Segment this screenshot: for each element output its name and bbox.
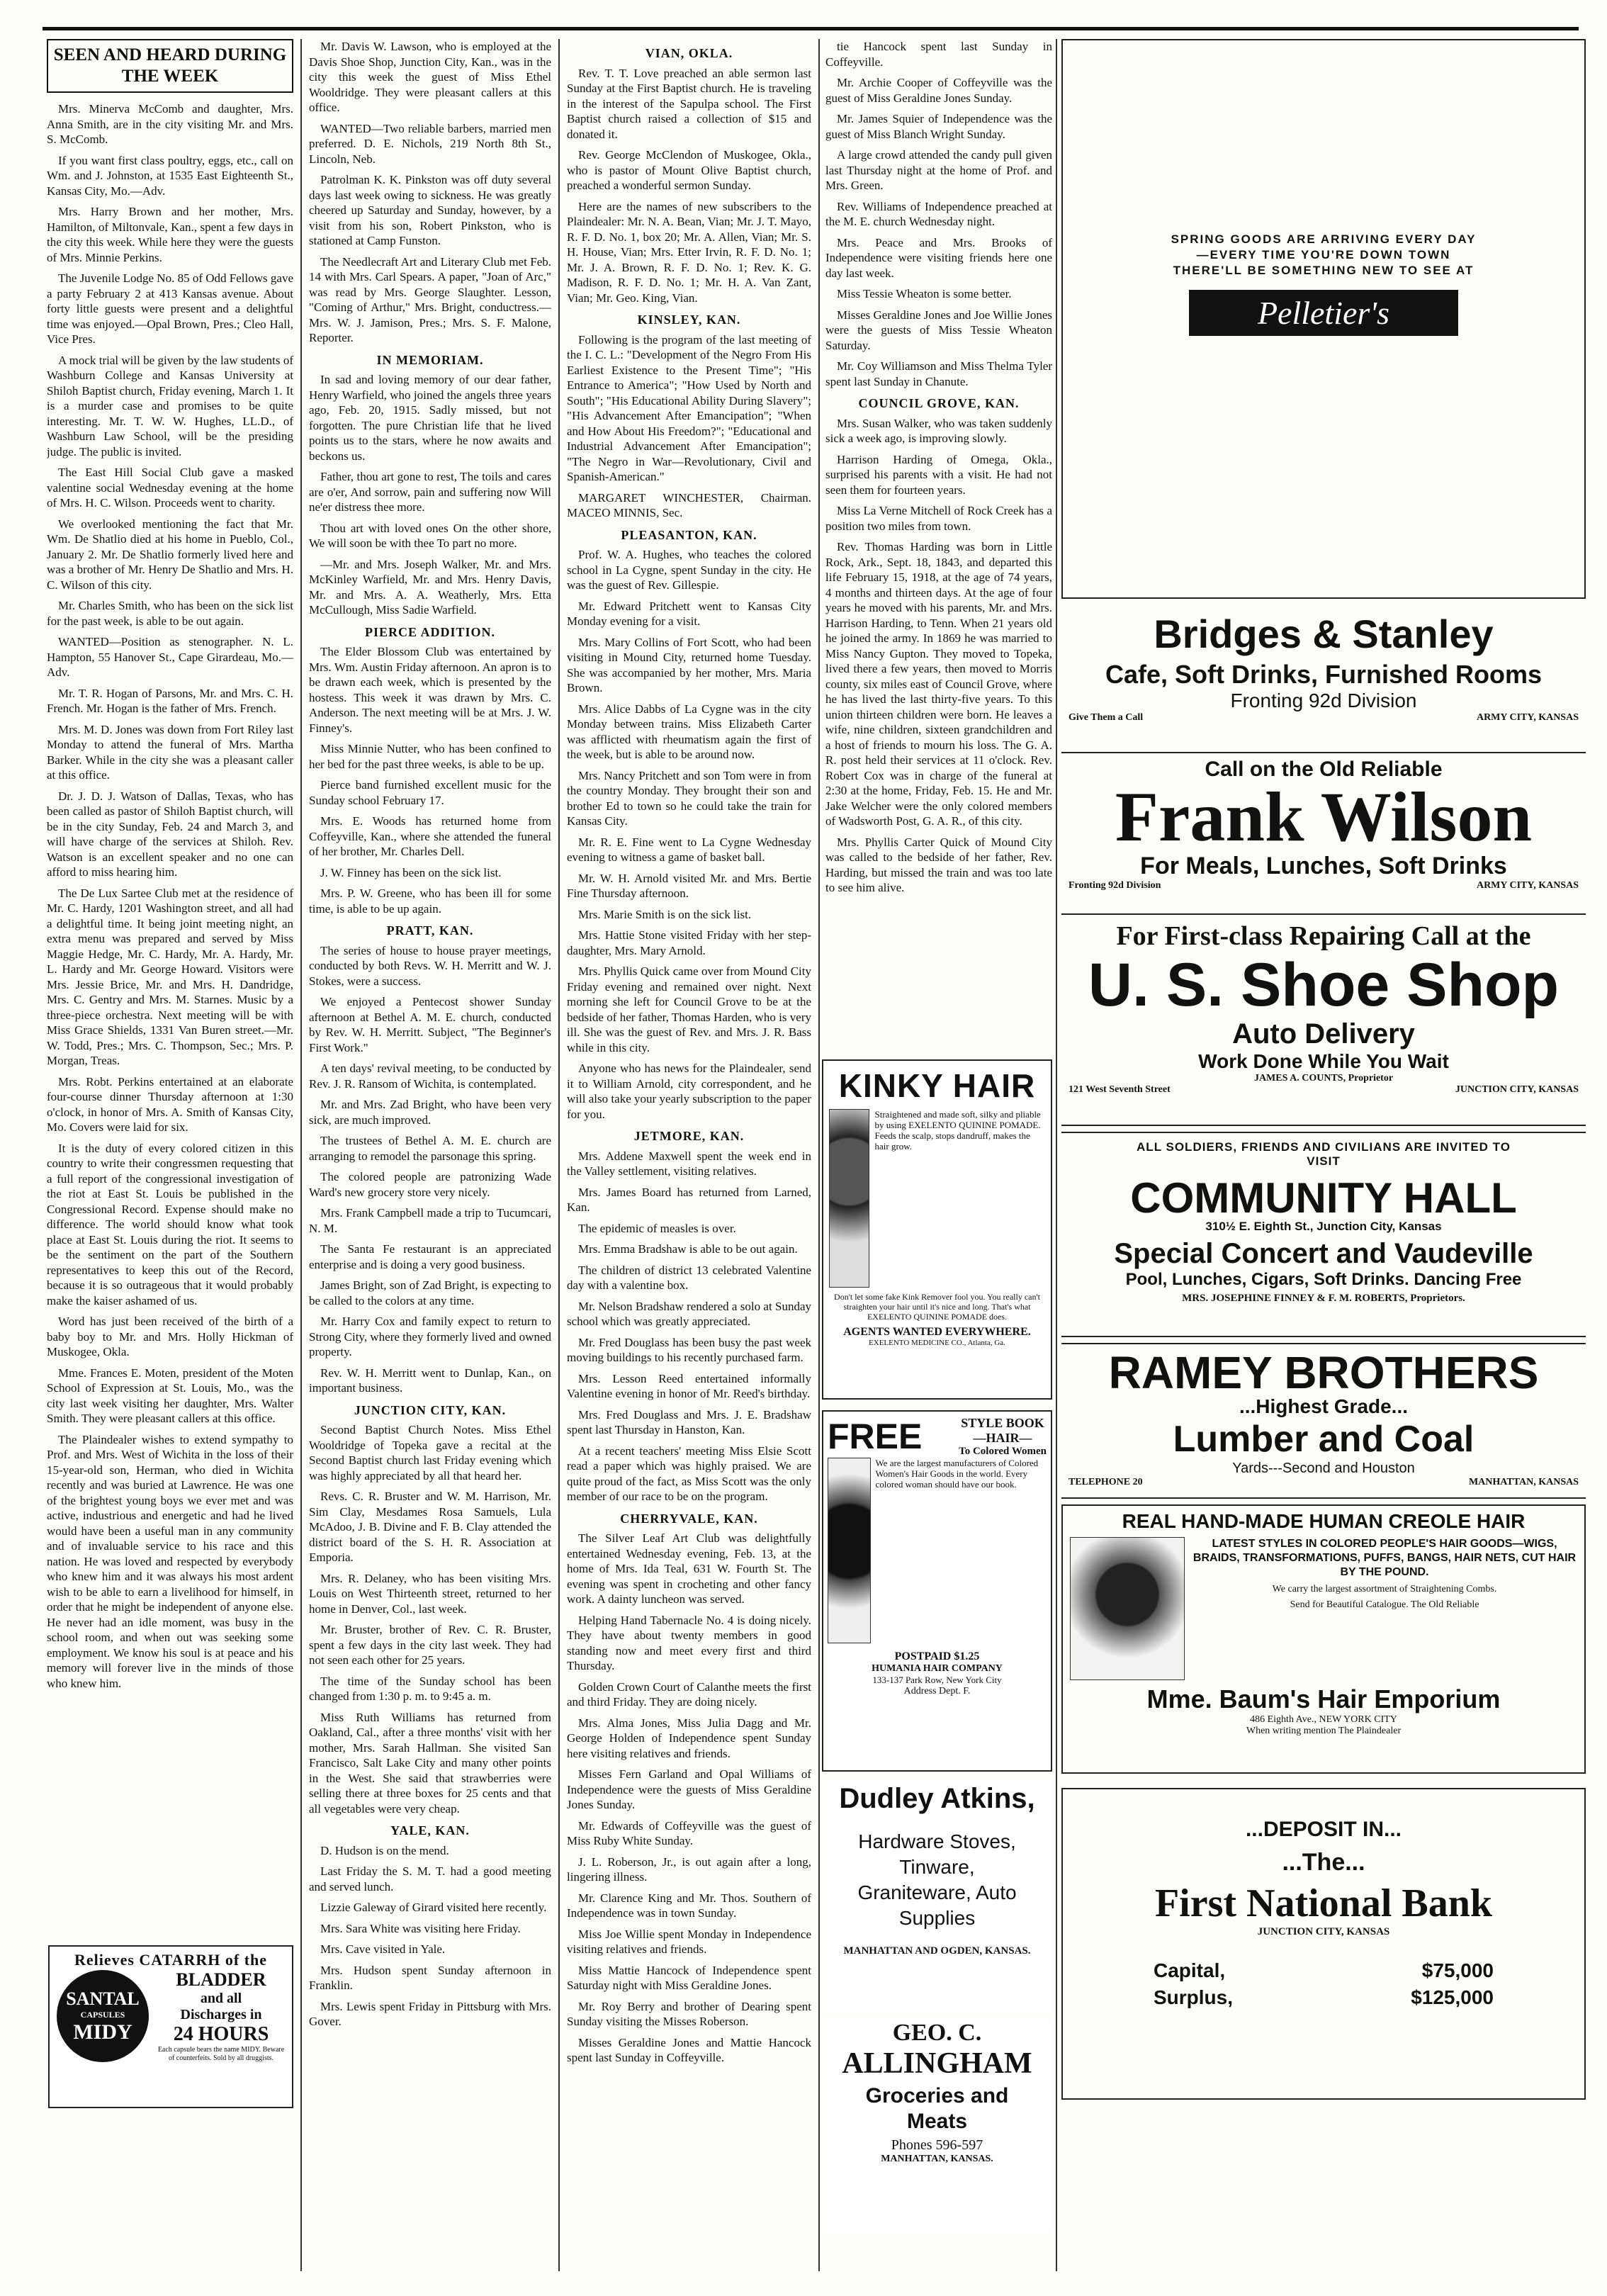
article-paragraph: Misses Geraldine Jones and Mattie Hancock spent last Sunday in Coffeyville. xyxy=(567,2035,811,2064)
article-paragraph: Mr. R. E. Fine went to La Cygne Wednesday evening to witness a game of basket ball. xyxy=(567,835,811,864)
column-rule xyxy=(300,39,302,2271)
article-paragraph: Patrolman K. K. Pinkston was off duty several days last week owing to sickness. He was greatly cheered up Saturday and Sunday, however, by a visit from his son, Robert Pinkston, who is stationed at Camp Funston. xyxy=(309,173,551,247)
ad-text: For First-class Repairing Call at the xyxy=(1116,921,1531,951)
article-paragraph: A large crowd attended the candy pull given last Thursday night at the home of Prof. and Mrs. Green. xyxy=(825,148,1052,192)
article-paragraph: Helping Hand Tabernacle No. 4 is doing nicely. They have about twenty members in good standing now and meet every first and third Thursday. xyxy=(567,1613,811,1672)
ad-text: —HAIR— xyxy=(973,1431,1032,1445)
article-paragraph: Mrs. Alice Dabbs of La Cygne was in the city Monday between trains. Miss Elizabeth Carter was afflicted with rheumatism again the first of the week, but is able to be around now. xyxy=(567,702,811,761)
article-paragraph: The Santa Fe restaurant is an appreciated enterprise and is doing a very good business. xyxy=(309,1242,551,1271)
article-paragraph: Miss Tessie Wheaton is some better. xyxy=(837,287,1012,300)
ad-text: Yards---Second and Houston xyxy=(1232,1461,1415,1476)
ramey-brothers-ad xyxy=(1061,1343,1586,1499)
article-paragraph: Mr. James Squier of Independence was the guest of Miss Blanch Wright Sunday. xyxy=(825,112,1052,141)
article-paragraph: Mrs. Mary Collins of Fort Scott, who had been visiting in Mound City, returned home Tuesday. She was accompanied by her mother, Mrs. Maria Brown. xyxy=(567,635,811,694)
ad-text: Phones 596-597 xyxy=(891,2137,983,2153)
ad-text: Mme. Baum's Hair Emporium xyxy=(1146,1684,1501,1713)
article-paragraph: Mrs. Cave visited in Yale. xyxy=(320,1942,446,1956)
article-paragraph: The Juvenile Lodge No. 85 of Odd Fellows gave a party February 2 at 413 Kansas avenue. About forty little guests were present and a delightful time was enjoyed.—Opal Brown, Pres.; Cleo Hall, Vice Pres. xyxy=(47,271,293,346)
ad-text: Fronting 92d Division xyxy=(1068,880,1161,891)
article-paragraph: Rev. Thomas Harding was born in Little Rock, Ark., Sept. 18, 1843, and departed this life February 15, 1918, at the age of 74 years, 4 months and thirteen days. At the age of four years he moved with his parents, Mr. and Mrs. Harrison Harding, to Tenn. When 21 years old he joined the army. In 1869 he was married to Miss Nancy Gupton. They moved to Topeka, lived there a few years, then moved to Morris county, six miles east of Council Grove, where he has lived the last thirty-five years. To this union thirteen children were born. He leaves a wife, nine children, sixteen grandchildren and a host of friends to mourn his loss. The G. A. R. post held their services at 11 o'clock. Rev. Robert Cox was in charge of the funeral at 2:30 at the home, Friday, Feb. 15. He and Mr. Jake Welcher were the only colored members of Wadsworth Post, G. A. R., of this city. xyxy=(825,540,1052,828)
section-heading: PLEASANTON, KAN. xyxy=(621,527,757,542)
article-paragraph: The East Hill Social Club gave a masked valentine social Wednesday evening at the home of Mrs. H. C. Wilson. Proceeds went to charity. xyxy=(47,466,293,510)
dudley-atkins-ad xyxy=(822,1779,1052,2013)
article-paragraph: Mr. Bruster, brother of Rev. C. R. Bruster, spent a few days in the city last week. They had not seen each other for 25 years. xyxy=(309,1623,551,1667)
article-paragraph: Word has just been received of the birth of a baby boy to Mr. and Mrs. Holly Hickman of Muskogee, Okla. xyxy=(47,1315,293,1358)
ad-text: MANHATTAN AND OGDEN, KANSAS. xyxy=(843,1945,1031,1957)
article-paragraph: Pierce band furnished excellent music for the Sunday school February 17. xyxy=(309,778,551,807)
woman-portrait-image xyxy=(829,1109,869,1288)
section-heading: PRATT, KAN. xyxy=(386,923,474,938)
pelletiers-ad xyxy=(1061,39,1586,599)
ad-text: Cafe, Soft Drinks, Furnished Rooms xyxy=(1105,660,1543,689)
article-paragraph: Mme. Frances E. Moten, president of the Moten School of Expression at St. Louis, Mo., was the city last week visiting her daughter, Mrs. Walter Smith. They were pleasant callers at this office. xyxy=(47,1366,293,1425)
article-paragraph: Mrs. Nancy Pritchett and son Tom were in from the country Monday. They brought their son and brother Ed to town so he could take the train for Kansas City. xyxy=(567,768,811,828)
column-1-body xyxy=(47,101,293,1691)
article-paragraph: Mr. Nelson Bradshaw rendered a solo at Sunday school which was greatly appreciated. xyxy=(567,1299,811,1328)
ad-text: ARMY CITY, KANSAS xyxy=(1476,880,1579,891)
ad-text: Lumber and Coal xyxy=(1173,1419,1475,1460)
article-paragraph: Lizzie Galeway of Girard visited here recently. xyxy=(320,1901,547,1914)
ad-text: Don't let some fake Kink Remover fool you. You really can't straighten your hair until it's nice and long. That's what EXELENTO QUININE POMADE does. xyxy=(834,1292,1040,1322)
article-paragraph: Mr. Fred Douglass has been busy the past week moving buildings to his recently purchased farm. xyxy=(567,1335,811,1364)
ad-text: Straightened and made soft, silky and pliable by using EXELENTO QUININE POMADE. Feeds the scalp, stops dandruff, makes the hair grow. xyxy=(874,1109,1041,1152)
ad-title: FREE xyxy=(828,1417,923,1456)
column-2 xyxy=(309,39,551,2271)
column-rule xyxy=(818,39,820,2271)
article-paragraph: Thou art with loved ones On the other shore, We will soon be with thee To part no more. xyxy=(309,521,551,550)
article-paragraph: Mrs. Susan Walker, who was taken suddenly sick a week ago, is improving slowly. xyxy=(825,416,1052,445)
surplus-label: Surplus, xyxy=(1154,1986,1234,2008)
ad-title: Frank Wilson xyxy=(1115,777,1533,856)
ad-text: Special Concert and Vaudeville xyxy=(1114,1238,1533,1269)
article-paragraph: Miss Mattie Hancock of Independence spent Saturday night with Miss Geraldine Jones. xyxy=(567,1963,811,1992)
article-paragraph: The epidemic of measles is over. xyxy=(578,1221,736,1235)
article-paragraph: Revs. C. R. Bruster and W. M. Harrison, Mr. Sim Clay, Mesdames Rosa Samuels, Lula McAdoo, J. B. Divine and F. B. Clay attended the district board of the S. H. R. Association at Emporia. xyxy=(309,1490,551,1564)
ad-text: BLADDER xyxy=(176,1969,266,1990)
ad-text: MANHATTAN, KANSAS xyxy=(1468,1477,1579,1487)
article-paragraph: Mrs. James Board has returned from Larned, Kan. xyxy=(567,1185,811,1214)
article-paragraph: Mr. Edward Pritchett went to Kansas City Monday evening for a visit. xyxy=(567,599,811,628)
ad-text: JAMES A. COUNTS, Proprietor xyxy=(1253,1073,1394,1084)
ad-text: 24 HOURS xyxy=(173,2023,269,2045)
ad-title: Bridges & Stanley xyxy=(1154,612,1494,656)
community-hall-ad xyxy=(1061,1132,1586,1337)
article-paragraph: Mr. Roy Berry and brother of Dearing spent Sunday visiting the Misses Roberson. xyxy=(567,1999,811,2028)
santal-midy-ad xyxy=(48,1945,293,2108)
ad-column xyxy=(1061,39,1586,2105)
article-paragraph: WANTED—Position as stenographer. N. L. Hampton, 55 Hanover St., Cape Girardeau, Mo.—Adv. xyxy=(47,635,293,679)
article-paragraph: MARGARET WINCHESTER, Chairman. MACEO MINNIS, Sec. xyxy=(567,490,811,519)
surplus-value: $125,000 xyxy=(1411,1986,1494,2008)
article-paragraph: Miss Ruth Williams has returned from Oakland, Cal., after a three months' visit with her mother, Mrs. Sarah Hallman. She visited San Francisco, Salt Lake City and many other points in the West. She said that strawberries were selling there at three boxes for 25 cents and that all vegetables were very cheap. xyxy=(309,1710,551,1816)
ad-text: HUMANIA HAIR COMPANY xyxy=(872,1663,1003,1674)
article-paragraph: It is the duty of every colored citizen in this country to write their congressmen requesting that a full report of the congressional investigation of the riot at East St. Louis be published in the Congressional Record. Expense should make no difference. The world should know what took place at East St. Louis during the riot. It seems to be the sentiment on the part of the Southern representatives to keep this out of the Record, because it is so outrageous that it would probably make the kaiser ashamed of us. xyxy=(47,1141,293,1307)
column-3 xyxy=(567,39,811,2271)
article-paragraph: Last Friday the S. M. T. had a good meeting and served lunch. xyxy=(309,1864,551,1893)
article-paragraph: Mrs. E. Woods has returned home from Coffeyville, Kan., where she attended the funeral of her brother, Mr. Charles Dell. xyxy=(309,814,551,858)
capital-label: Capital, xyxy=(1154,1959,1226,1981)
ad-text: EXELENTO MEDICINE CO., Atlanta, Ga. xyxy=(869,1339,1005,1347)
ad-text: Send for Beautiful Catalogue. The Old Reliable xyxy=(1290,1599,1479,1610)
article-paragraph: Mr. Davis W. Lawson, who is employed at the Davis Shoe Shop, Junction City, Kan., was in the city this week the guest of Miss Ethel Wooldridge. They were pleasant callers at this office. xyxy=(309,40,551,114)
article-paragraph: Golden Crown Court of Calanthe meets the first and third Friday. They are doing nicely. xyxy=(567,1679,811,1709)
article-paragraph: The trustees of Bethel A. M. E. church are arranging to remodel the parsonage this spring. xyxy=(309,1134,551,1163)
section-heading: CHERRYVALE, KAN. xyxy=(620,1511,758,1526)
brand-text: SANTAL xyxy=(66,1988,140,2009)
article-paragraph: A ten days' revival meeting, to be conducted by Rev. J. R. Ransom of Wichita, is contemplated. xyxy=(309,1062,551,1091)
ad-title: U. S. Shoe Shop xyxy=(1088,951,1560,1019)
article-paragraph: At a recent teachers' meeting Miss Elsie Scott read a paper which was highly praised. We are quite proud of the fact, as Miss Scott was the only member of our race to be on the program. xyxy=(567,1444,811,1503)
article-paragraph: Mrs. M. D. Jones was down from Fort Riley last Monday to attend the funeral of Mrs. Martha Barker. While in the city she was a pleasant caller at this office. xyxy=(47,722,293,782)
article-paragraph: Mrs. Addene Maxwell spent the week end in the Valley settlement, visiting relatives. xyxy=(567,1149,811,1178)
article-paragraph: The time of the Sunday school has been changed from 1:30 p. m. to 9:45 a. m. xyxy=(309,1674,551,1703)
ad-text: ...The... xyxy=(1282,1849,1365,1876)
article-paragraph: Misses Geraldine Jones and Joe Willie Jones were the guests of Miss Tessie Wheaton Saturday. xyxy=(825,308,1052,352)
ad-text: MRS. JOSEPHINE FINNEY & F. M. ROBERTS, Proprietors. xyxy=(1182,1293,1465,1304)
brand-text: CAPSULES xyxy=(80,2009,125,2020)
article-paragraph: J. W. Finney has been on the sick list. xyxy=(320,865,502,879)
ad-text: Relieves CATARRH of the xyxy=(74,1951,268,1969)
top-rule xyxy=(43,27,1579,30)
ad-text: Discharges in xyxy=(180,2007,262,2022)
article-paragraph: The colored people are patronizing Wade Ward's new grocery store very nicely. xyxy=(309,1170,551,1199)
article-paragraph: Mrs. Hudson spent Sunday afternoon in Franklin. xyxy=(309,1963,551,1992)
article-paragraph: The Plaindealer wishes to extend sympathy to Prof. and Mrs. West of Wichita in the loss of their 15-year-old son, Herman, who died in Wichita recently and was buried at Lawrence. He was one of the brightest young boys we ever met and was active, industrious and energetic and had he lived would have been a useful man in any community and of invaluable service to his race and this nation. He was loved and respected by everybody who knew him and it was always his most ardent wish to be able to earn a livelihood for himself, in order that he might be independent of anyone else. He never had an idle moment, was busy in the school room, and when out was seeking some employment. We know his soul is at peace and his memory will forever live in the minds of those who knew him. xyxy=(47,1432,293,1690)
ad-text: 121 West Seventh Street xyxy=(1068,1084,1171,1095)
column-1 xyxy=(47,39,293,1938)
capital-value: $75,000 xyxy=(1421,1959,1494,1981)
article-paragraph: Miss La Verne Mitchell of Rock Creek has a position two miles from town. xyxy=(825,504,1052,533)
ad-title: Dudley Atkins, xyxy=(839,1783,1035,1814)
article-paragraph: —Mr. and Mrs. Joseph Walker, Mr. and Mrs. McKinley Warfield, Mr. and Mrs. Henry Davis, Mr. and Mrs. A. A. Weatherly, Mrs. Etta McCullough, Miss Sadie Warfield. xyxy=(309,557,551,617)
frank-wilson-ad xyxy=(1061,752,1586,915)
pelletiers-logo xyxy=(1189,290,1458,336)
article-paragraph: Mr. Charles Smith, who has been on the sick list for the past week, is able to be out again. xyxy=(47,599,293,628)
article-paragraph: Mrs. Peace and Mrs. Brooks of Independence were visiting friends here one day last week. xyxy=(825,235,1052,280)
ad-title: KINKY HAIR xyxy=(838,1067,1036,1104)
article-paragraph: Mrs. Emma Bradshaw is able to be out again. xyxy=(578,1242,798,1256)
article-paragraph: Mrs. Harry Brown and her mother, Mrs. Hamilton, of Miltonvale, Kan., spent a few days in the city this week. While here they were the guests of Mrs. Minnie Perkins. xyxy=(47,205,293,264)
article-paragraph: The Silver Leaf Art Club was delightfully entertained Wednesday evening, Feb. 13, at the home of Mrs. Ida Teal, 631 W. Fourth St. The evening was spent in crocheting and other fancy work. A dainty luncheon was served. xyxy=(567,1531,811,1606)
hair-illustration-image xyxy=(828,1458,871,1643)
article-paragraph: Miss Minnie Nutter, who has been confined to her bed for the past three weeks, is able to be up. xyxy=(309,742,551,771)
article-paragraph: In sad and loving memory of our dear father, Henry Warfield, who joined the angels three years ago, Feb. 20, 1915. Sadly missed, but not forgotten. The pure Christian life that he lived points us to the stars, where he now awaits and beckons us. xyxy=(309,373,551,463)
ad-text: Pool, Lunches, Cigars, Soft Drinks. Dancing Free xyxy=(1125,1270,1522,1289)
woman-portrait-image xyxy=(1070,1537,1185,1680)
creole-hair-ad xyxy=(1061,1504,1586,1774)
ad-text: Address Dept. F. xyxy=(903,1686,971,1696)
article-paragraph: Mrs. P. W. Greene, who has been ill for some time, is able to be up again. xyxy=(309,887,551,916)
article-paragraph: Anyone who has news for the Plaindealer, send it to William Arnold, city correspondent, and he will also take your yearly subscription to the paper for you. xyxy=(567,1062,811,1121)
article-paragraph: Following is the program of the last meeting of the I. C. L.: "Development of the Negro From His Earliest Existence to the Present Time"; "His Entrance to America"; "How Used by North and South"; "His Educational Ability During Slavery"; "His Advancement After Emancipation"; "When and How About His Freedom?"; "Educational and Industrial Advancement After Emancipation"; "The Negro in War—Revolutionary, Civil and Spanish-American." xyxy=(567,332,811,483)
article-paragraph: Mrs. Marie Smith is on the sick list. xyxy=(578,907,752,921)
brand-text: Pelletier's xyxy=(1257,295,1390,331)
article-paragraph: Dr. J. D. J. Watson of Dallas, Texas, who has been called as pastor of Shiloh Baptist church, will be in the city Sunday, Feb. 24 and March 3, and will have charge of the services at Shiloh. Rev. Watson is an excellent speaker and no one can afford to miss hearing him. xyxy=(47,789,293,879)
article-paragraph: Mrs. Robt. Perkins entertained at an elaborate four-course dinner Thursday afternoon at 1:30 o'clock, in honor of Mrs. A. Smith of Kansas City, Mo. Covers were laid for six. xyxy=(47,1074,293,1134)
article-paragraph: Second Baptist Church Notes. Miss Ethel Wooldridge of Topeka gave a recital at the Second Baptist church last Friday evening which was highly appreciated by all that heard her. xyxy=(309,1423,551,1482)
ad-text: JUNCTION CITY, KANSAS xyxy=(1257,1926,1390,1937)
ad-text: LATEST STYLES IN COLORED PEOPLE'S HAIR GOODS—WIGS, BRAIDS, TRANSFORMATIONS, PUFFS, BANGS, HAIR NETS, CUT HAIR BY THE POUND. xyxy=(1192,1538,1577,1578)
article-paragraph: The Elder Blossom Club was entertained by Mrs. Wm. Austin Friday afternoon. An apron is to be drawn each week, which is presented by the hostess. This week it was drawn by Mrs. C. Anderson. The next meeting will be at Mrs. J. W. Finney's. xyxy=(309,645,551,735)
article-paragraph: Mr. W. H. Arnold visited Mr. and Mrs. Bertie Fine Thursday afternoon. xyxy=(567,871,811,900)
section-heading: JUNCTION CITY, KAN. xyxy=(354,1402,507,1417)
ad-text: We carry the largest assortment of Straightening Combs. xyxy=(1272,1584,1497,1594)
article-paragraph: Rev. T. T. Love preached an able sermon last Sunday at the First Baptist church. He is traveling in the interest of the Sapulpa school. The First Baptist church raised a collection of $15 and donated it. xyxy=(567,66,811,141)
article-paragraph: Mrs. R. Delaney, who has been visiting Mrs. Louis on West Thirteenth street, returned to her home in Denver, Col., last week. xyxy=(309,1571,551,1616)
ad-text: When writing mention The Plaindealer xyxy=(1246,1726,1402,1736)
article-paragraph: Mrs. Minerva McComb and daughter, Mrs. Anna Smith, are in the city visiting Mr. and Mrs. S. McComb. xyxy=(47,102,293,146)
article-paragraph: The Needlecraft Art and Literary Club met Feb. 14 with Mrs. Carl Spears. A paper, "Joan of Arc," was read by Mrs. George Slaughter. Lesson, "Coming of Arthur," Mrs. Bright, conductress.—Mrs. W. J. Jamison, Pres.; Mrs. S. F. Malone, Reporter. xyxy=(309,254,551,344)
article-paragraph: The De Lux Sartee Club met at the residence of Mr. C. Hardy, 1201 Washington street, and all had a delightful time. It being joint meeting night, an extra menu was prepared and served by Miss Maggie Hedge, Mr. C. Hardy, Mr. A. Hardy, Mr. L. Hardy and Mr. George Howard. Visitors were Mrs. Jessie Brice, Mr. and Mrs. H. Dandridge, Mrs. C. Gentry and Mrs. M. Starnes. Music by a three-piece orchestra. Next meeting will be with Miss Grace Shields, 1331 Van Buren street.—Mr. W. Todd, Pres.; Mrs. C. Thompson, Sec.; Mrs. P. Morgan, Treas. xyxy=(47,886,293,1067)
ad-text: STYLE BOOK xyxy=(961,1416,1044,1430)
article-paragraph: Miss Joe Willie spent Monday in Independence visiting relatives and friends. xyxy=(567,1927,811,1956)
us-shoe-shop-ad xyxy=(1061,921,1586,1126)
article-paragraph: Mr. Coy Williamson and Miss Thelma Tyler spent last Sunday in Chanute. xyxy=(825,359,1052,388)
article-paragraph: Mr. Archie Cooper of Coffeyville was the guest of Miss Geraldine Jones Sunday. xyxy=(825,76,1052,105)
ad-title: COMMUNITY HALL xyxy=(1130,1174,1517,1222)
article-paragraph: Rev. George McClendon of Muskogee, Okla., who is pastor of Mount Olive Baptist church, preached a wonderful sermon Sunday. xyxy=(567,148,811,192)
ad-text: 486 Eighth Ave., NEW YORK CITY xyxy=(1250,1714,1397,1725)
section-heading: PIERCE ADDITION. xyxy=(364,624,496,639)
ad-text: SPRING GOODS ARE ARRIVING EVERY DAY—EVERY TIME YOU'RE DOWN TOWN THERE'LL BE SOMETHING NEW TO SEE AT xyxy=(1171,232,1477,277)
article-paragraph: Harrison Harding of Omega, Okla., surprised his parents with a visit. He had not seen them for fourteen years. xyxy=(825,452,1052,497)
bridges-stanley-ad xyxy=(1061,604,1586,746)
ad-title: REAL HAND-MADE HUMAN CREOLE HAIR xyxy=(1122,1510,1526,1532)
free-style-book-ad xyxy=(822,1410,1052,1772)
article-paragraph: Rev. W. H. Merritt went to Dunlap, Kan., on important business. xyxy=(309,1366,551,1395)
ad-text: We are the largest manufacturers of Colored Women's Hair Goods in the world. Every colored woman should have our book. xyxy=(875,1458,1039,1490)
ad-text: MANHATTAN, KANSAS. xyxy=(881,2154,993,2164)
article-paragraph: Here are the names of new subscribers to the Plaindealer: Mr. N. A. Bean, Vian; Mr. J. T. Mayo, R. F. D. No. 1, box 20; Mr. A. Allen, Vian; Mr. S. H. House, Vian; Mrs. Etter Irvin, R. F. D. No. 1; Mr. J. A. Brown, R. F. D. No. 1; Rev. K. G. Madison, R. F. D. No. 1; Mr. H. A. Van Zant, Vian; Mr. Geo. King, Vian. xyxy=(567,199,811,305)
article-paragraph: Prof. W. A. Hughes, who teaches the colored school in La Cygne, spent Sunday in the city. He was the guest of Rev. Gillespie. xyxy=(567,548,811,592)
column-heading: SEEN AND HEARD DURING THE WEEK xyxy=(47,39,293,93)
ad-text: Give Them a Call xyxy=(1068,712,1144,723)
article-paragraph: D. Hudson is on the mend. xyxy=(320,1843,449,1857)
ad-text: ...DEPOSIT IN... xyxy=(1245,1818,1402,1841)
article-paragraph: Father, thou art gone to rest, The toils and cares are o'er, And sorrow, pain and suffering now Will ne'er distress thee more. xyxy=(309,470,551,514)
ad-text: For Meals, Lunches, Soft Drinks xyxy=(1140,852,1507,879)
ad-title: RAMEY BROTHERS xyxy=(1108,1347,1539,1398)
article-paragraph: Mr. Edwards of Coffeyville was the guest of Miss Ruby White Sunday. xyxy=(567,1818,811,1847)
ad-text: AGENTS WANTED EVERYWHERE. xyxy=(843,1326,1031,1338)
ad-title: GEO. C. xyxy=(892,2020,982,2046)
ad-text: POSTPAID $1.25 xyxy=(894,1650,980,1662)
ad-text: Auto Delivery xyxy=(1232,1018,1415,1049)
ad-text: Call on the Old Reliable xyxy=(1205,758,1443,781)
article-paragraph: If you want first class poultry, eggs, etc., call on Wm. and J. Johnston, at 1535 East Eighteenth St., Kansas City, Mo.—Adv. xyxy=(47,153,293,198)
section-heading: KINSLEY, KAN. xyxy=(637,313,741,327)
article-paragraph: Mr. Harry Cox and family expect to return to Strong City, where they formerly lived and owned property. xyxy=(309,1315,551,1358)
ad-text: Hardware Stoves, Tinware, Graniteware, Auto Supplies xyxy=(857,1830,1017,1929)
article-paragraph: Mrs. Frank Campbell made a trip to Tucumcari, N. M. xyxy=(309,1206,551,1235)
article-paragraph: Mr. Clarence King and Mr. Thos. Southern of Independence was in town Sunday. xyxy=(567,1891,811,1920)
column-rule xyxy=(558,39,560,2271)
ad-text: Groceries and Meats xyxy=(865,2084,1009,2133)
article-paragraph: Mrs. Lewis spent Friday in Pittsburg with Mrs. Gover. xyxy=(309,1999,551,2028)
article-paragraph: A mock trial will be given by the law students of Washburn College and Kansas University at Shiloh Baptist church, Friday evening, March 1. It is a murder case and promises to be quite interesting. Mr. T. W. W. Hughes, LL.D., of Washburn Law School, will be the presiding judge. The public is invited. xyxy=(47,353,293,458)
article-paragraph: WANTED—Two reliable barbers, married men preferred. D. E. Nichols, 219 North 8th St., Lincoln, Neb. xyxy=(309,121,551,166)
article-paragraph: tie Hancock spent last Sunday in Coffeyville. xyxy=(825,40,1052,69)
ad-text: Work Done While You Wait xyxy=(1198,1050,1449,1072)
ad-text: ...Highest Grade... xyxy=(1239,1395,1409,1417)
article-paragraph: Mr. and Mrs. Zad Bright, who have been very sick, are much improved. xyxy=(309,1098,551,1127)
article-paragraph: Mrs. Alma Jones, Miss Julia Dagg and Mr. George Holden of Independence spent Sunday here visiting relatives and friends. xyxy=(567,1716,811,1760)
ad-title: ALLINGHAM xyxy=(842,2047,1032,2080)
ad-title: First National Bank xyxy=(1154,1881,1493,1925)
article-paragraph: Rev. Williams of Independence preached at the M. E. church Wednesday night. xyxy=(825,199,1052,228)
ad-text: 310½ E. Eighth St., Junction City, Kansas xyxy=(1205,1220,1442,1233)
brand-text: MIDY xyxy=(73,2020,132,2044)
article-paragraph: The series of house to house prayer meetings, conducted by both Revs. W. H. Merritt and W. J. Stokes, were a success. xyxy=(309,943,551,988)
section-heading: JETMORE, KAN. xyxy=(633,1129,745,1143)
article-paragraph: James Bright, son of Zad Bright, is expecting to be called to the colors at any time. xyxy=(309,1278,551,1307)
first-national-bank-ad xyxy=(1061,1788,1586,2100)
section-heading: VIAN, OKLA. xyxy=(645,46,733,60)
article-paragraph: We enjoyed a Pentecost shower Sunday afternoon at Bethel A. M. E. church, conducted by Rev. W. H. Merritt. Subject, "The Beginner's First Work." xyxy=(309,995,551,1054)
section-heading: COUNCIL GROVE, KAN. xyxy=(858,396,1020,410)
article-paragraph: Mrs. Fred Douglass and Mrs. J. E. Bradshaw spent last Thursday in Hanston, Kan. xyxy=(567,1407,811,1436)
allingham-ad xyxy=(822,2020,1052,2232)
column-rule xyxy=(1056,39,1057,2271)
article-paragraph: Misses Fern Garland and Opal Williams of Independence were the guests of Miss Geraldine Jones Sunday. xyxy=(567,1767,811,1811)
article-paragraph: Mrs. Hattie Stone visited Friday with her step-daughter, Mrs. Mary Arnold. xyxy=(567,928,811,957)
column-4 xyxy=(825,39,1052,1059)
article-paragraph: We overlooked mentioning the fact that Mr. Wm. De Shatlio died at his home in Pueblo, Col., January 2. Mr. De Shatlio formerly lived here and was a brother of Mr. Henry De Shatlio and Mrs. H. C. Wilson of this city. xyxy=(47,517,293,592)
article-paragraph: The children of district 13 celebrated Valentine day with a valentine box. xyxy=(567,1263,811,1292)
article-paragraph: Mrs. Sara White was visiting here Friday. xyxy=(320,1921,521,1935)
article-paragraph: Mrs. Phyllis Carter Quick of Mound City was called to the bedside of her father, Rev. Harding, but missed the train and was too late to see him alive. xyxy=(825,835,1052,894)
article-paragraph: J. L. Roberson, Jr., is out again after a long, lingering illness. xyxy=(567,1855,811,1884)
ad-text: TELEPHONE 20 xyxy=(1068,1477,1143,1487)
section-heading: IN MEMORIAM. xyxy=(376,352,484,367)
santal-logo xyxy=(57,1970,149,2062)
ad-text: JUNCTION CITY, KANSAS xyxy=(1455,1084,1579,1095)
ad-text: and all xyxy=(200,1991,242,2006)
kinky-hair-ad xyxy=(822,1059,1052,1400)
ad-text: Fronting 92d Division xyxy=(1230,690,1417,711)
ad-text: To Colored Women xyxy=(959,1446,1047,1457)
ad-small-text: Each capsule bears the name MIDY. Beware of counterfeits. Sold by all druggists. xyxy=(157,2046,285,2062)
ad-text: ALL SOLDIERS, FRIENDS AND CIVILIANS ARE INVITED TO VISIT xyxy=(1137,1140,1511,1168)
ad-text: ARMY CITY, KANSAS xyxy=(1476,712,1579,723)
article-paragraph: Mr. T. R. Hogan of Parsons, Mr. and Mrs. C. H. French. Mr. Hogan is the father of Mrs. French. xyxy=(47,686,293,715)
article-paragraph: Mrs. Lesson Reed entertained informally Valentine evening in honor of Mr. Reed's birthday. xyxy=(567,1371,811,1400)
article-paragraph: Mrs. Phyllis Quick came over from Mound City Friday evening and remained over night. Next morning she left for Council Grove to be at the bedside of her father, Thomas Harden, who is very ill. She was the guest of Rev. and Mrs. J. R. Bass while in this city. xyxy=(567,964,811,1054)
section-heading: YALE, KAN. xyxy=(390,1823,470,1838)
ad-text: 133-137 Park Row, New York City xyxy=(872,1675,1002,1685)
